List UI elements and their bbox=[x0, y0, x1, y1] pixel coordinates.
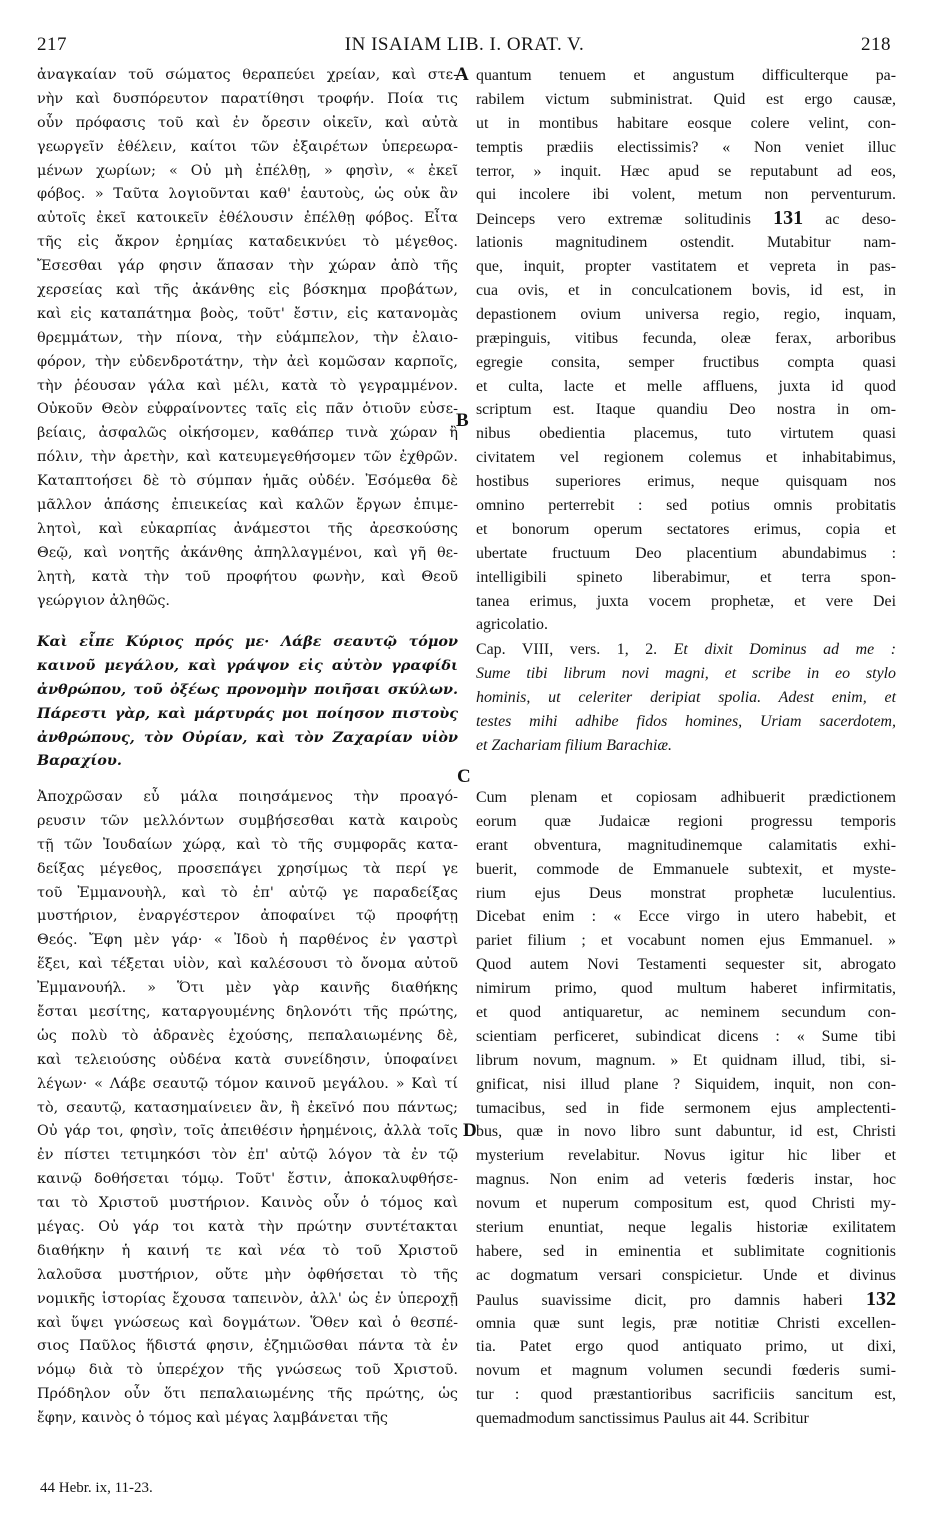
text-line: ἔσται μεσίτης, καταργουμένης δηλονότι τῆς πρώτης, bbox=[37, 1004, 458, 1021]
text-line: depastionem ovium universa regio, regio, inquam, bbox=[476, 305, 896, 323]
text-line: sterium enuntiat, neque legalis historiæ exilitatem bbox=[476, 1219, 896, 1237]
text-line: tia. Patet ergo quod antiquato primo, ut dixi, bbox=[476, 1338, 896, 1356]
text-line: διαθήκην ἡ καινή τε καὶ νέα τὸ τοῦ Χριστοῦ bbox=[37, 1242, 458, 1259]
text-line bbox=[476, 638, 896, 662]
text-line: terror, » inquit. Hæc apud se reputabunt ad eos, bbox=[476, 162, 896, 180]
text-line: μᾶλλον ἁπάσης ἐπιεικείας καὶ καλῶν ἔργων ἐπιμε- bbox=[37, 497, 458, 514]
text-line: γεωργεῖν ἐθέλειν, καίτοι τῶν ἐξαιρέτων ὑπερεωρα- bbox=[37, 138, 458, 155]
text-line: tur : quod præstantioribus sacrificiis sancitum est, bbox=[476, 1386, 896, 1404]
text-line: bus, quæ in novo libro sunt dabuntur, id est, Christi bbox=[476, 1123, 896, 1141]
text-line: ut in montibus habitare eosque colere velint, con- bbox=[476, 114, 896, 132]
latin-column-bottom bbox=[476, 786, 896, 1431]
text-line: mysterium revelabitur. Novus igitur hic liber et bbox=[476, 1147, 896, 1165]
latin-paragraph-1 bbox=[476, 64, 896, 637]
text-line: scriptum est. Itaque quandiu Deo nostra in om- bbox=[476, 401, 896, 419]
latin-lemma bbox=[476, 638, 896, 757]
text-line: nimirum primo, quod multum haberet infirmitatis, bbox=[476, 980, 896, 998]
text-line: Sume tibi librum novi magni, et scribe in eo stylo bbox=[476, 664, 896, 682]
text-line: φόρον, τὴν εὐδενδροτάτην, τὴν ἀεὶ κομῶσαν καρποῖς, bbox=[37, 353, 458, 370]
text-line: habere, sed in eminentia et sublimitate cognitionis bbox=[476, 1242, 896, 1260]
text-line: ρευσιν τῶν μελλόντων συμβήσεσθαι κατὰ καιροὺς bbox=[37, 812, 458, 829]
text-line: σιος Παῦλος ἥδιστά φησιν, ἐζημιῶσθαι πάντα τὰ ἐν bbox=[37, 1338, 458, 1355]
text-line: pariet filium ; et vocabunt nomen ejus Emmanuel. » bbox=[476, 932, 896, 950]
text-line: ubertate fructuum Deo placentium abundabimus : bbox=[476, 544, 896, 562]
column-number: 131 bbox=[773, 207, 804, 230]
text-line: Ἐμμανουήλ. » Ὅτι μὲν γὰρ καινῆς διαθήκης bbox=[37, 980, 458, 997]
text-line: civitatem vel regionem colemus et inhabitabimus, bbox=[476, 449, 896, 467]
text-line: χερσείας καὶ τῆς ἀκάνθης εἰς βόσκημα προβάτων, bbox=[37, 282, 458, 299]
text-line: omnino perterrebit : sed potius omnis probitatis bbox=[476, 497, 896, 515]
text-line: θρεμμάτων, τὴν πίονα, τὴν εὐάμπελον, τὴν ἐλαιο- bbox=[37, 329, 458, 346]
text-line: λέγων· « Λάβε σεαυτῷ τόμον καινοῦ μεγάλου. » Καὶ τί bbox=[37, 1075, 458, 1092]
greek-column-top bbox=[37, 64, 458, 613]
text-line: Βαραχίου. bbox=[37, 752, 122, 770]
latin-column-top bbox=[476, 64, 896, 637]
text-line: ἔφην, καινὸς ὁ τόμος καὶ μέγας λαμβάνεται τῆς bbox=[37, 1410, 388, 1427]
text-line: τοῦ Ἐμμανουὴλ, καὶ τὸ ἐπ' αὐτῷ γε παραδείξας bbox=[37, 884, 458, 901]
text-line: βείαις, ἀσφαλῶς οἰκήσομεν, καθάπερ τινὰ χώραν ἢ bbox=[37, 425, 458, 442]
text-line: Θεός. Ἔφη μὲν γάρ· « Ἰδοὺ ἡ παρθένος ἐν γαστρὶ bbox=[37, 932, 458, 949]
text-line: lationis magnitudinem ostendit. Mutabitur nam- bbox=[476, 234, 896, 252]
greek-paragraph-2 bbox=[37, 786, 458, 1431]
text-line: μένων χωρίων; « Οὐ μὴ ἐπέλθῃ, » φησὶν, « ἐκεῖ bbox=[37, 162, 458, 179]
text-line: præpinguis, vitibus fecunda, oleæ ferax, arboribus bbox=[476, 329, 896, 347]
text-line: Οὐ γάρ τοι, φησὶν, τοῖς ἀπειθέσιν ἠρημένοις, ἀλλὰ τοῖς bbox=[37, 1123, 458, 1140]
text-line: ἀναγκαίαν τοῦ σώματος θεραπεύει χρείαν, καὶ στε- bbox=[37, 67, 458, 83]
text-line: rabilem victum subministrat. Quid est ergo causæ, bbox=[476, 90, 896, 108]
text-line: et quod antiquaretur, ac neminem secundum con- bbox=[476, 1004, 896, 1022]
text-line: et culta, lacte et melle affluens, juxta id quod bbox=[476, 377, 896, 395]
text-line: ται τὸ Χριστοῦ μυστήριον. Καινὸς οὖν ὁ τόμος καὶ bbox=[37, 1195, 458, 1212]
text-line: nibus obedientia placemus, tuto virtutem quasi bbox=[476, 425, 896, 443]
text-line: scientiam perficeret, subindicat dicens : « Sume tibi bbox=[476, 1027, 896, 1045]
text-line: Dicebat enim : « Ecce virgo in utero habebit, et bbox=[476, 908, 896, 926]
text-line: ἀνθρώπους, τὸν Οὐρίαν, καὶ τὸν Ζαχαρίαν υἱὸν bbox=[37, 728, 458, 746]
text-line: Οὐκοῦν Θεὸν εὐφραίνοντες ταῖς εἰς πᾶν ὁτιοῦν εὐσε- bbox=[37, 401, 458, 418]
text-line: Πάρεστι γὰρ, καὶ μάρτυράς μοι ποίησον πιστοὺς bbox=[37, 704, 458, 722]
text-line: tanea erimus, juxta vocem prophetæ, et vere Dei bbox=[476, 592, 896, 610]
text-line: Cum plenam et copiosam adhibuerit prædictionem bbox=[476, 789, 896, 806]
text-line: erant obventura, magnitudinemque calamitatis exhi- bbox=[476, 836, 896, 854]
margin-mark-a: A bbox=[455, 64, 469, 85]
text-line: νόμῳ διὰ τὸ ὑπερέχον τῆς γνώσεως τοῦ Χριστοῦ. bbox=[37, 1362, 458, 1379]
text-line: ἐν πίστει τετιμηκόσι τὸν ἐπ' αὐτῷ λόγον τὰ ἐν τῷ bbox=[37, 1147, 458, 1164]
text-line: ac dogmatum versari conspicietur. Unde et divinus bbox=[476, 1266, 896, 1284]
text-line: gnificat, nisi illud plane ? Siquidem, inquit, non con- bbox=[476, 1075, 896, 1093]
latin-paragraph-2 bbox=[476, 786, 896, 1431]
text-line: Θεῷ, καὶ νοητῆς ἀκάνθης ἀπηλλαγμένοι, καὶ γῆ θε- bbox=[37, 544, 458, 561]
text-line: que, inquit, propter vastitatem et vepreta in pas- bbox=[476, 258, 896, 276]
text-line: μέγας. Οὐ γάρ τοι κατὰ τὴν πρώτην συντέτακται bbox=[37, 1219, 458, 1236]
margin-mark-c: C bbox=[457, 766, 471, 787]
text-line: ἕξει, καὶ τέξεται υἱὸν, καὶ καλέσουσι τὸ ὄνομα αὐτοῦ bbox=[37, 956, 458, 973]
text-line: cua ovis, et in conculcationem bovis, id est, in bbox=[476, 282, 896, 300]
text-line: omnia quæ sunt legis, præ notitiæ Christi excellen- bbox=[476, 1314, 896, 1332]
page-number-left: 217 bbox=[37, 34, 67, 55]
text-line: Quod autem Novi Testamenti sequester sit, abrogato bbox=[476, 956, 896, 974]
running-title: IN ISAIAM LIB. I. ORAT. V. bbox=[344, 34, 585, 55]
text-line: καινοῦ μεγάλου, καὶ γράψον εἰς αὐτὸν γραφίδι bbox=[37, 656, 458, 674]
text-line: Καταπτοήσει δὲ τὸ σύμπαν ἡμᾶς οὐδέν. Ἐσόμεθα δὲ bbox=[37, 473, 458, 490]
text-line: temptis prædiis electissimis? « Non veniet illuc bbox=[476, 138, 896, 156]
text-line: αὐτοῖς ἐκεῖ κατοικεῖν ἐθέλουσιν ἐπέλθῃ φόβος. Εἶτα bbox=[37, 210, 458, 227]
text-line: novum et nuperum compositum est, quod Christi my- bbox=[476, 1195, 896, 1213]
text-line: τῆς εἰς ἄκρον ἐρημίας καταδεικνύει τὸ μέγεθος. bbox=[37, 234, 458, 251]
text-line bbox=[476, 1288, 896, 1312]
line-segment: Paulus suavissime dicit, pro damnis haberi bbox=[476, 1291, 866, 1309]
greek-lemma bbox=[37, 630, 458, 773]
text-line: πόλιν, τὴν ἀρετὴν, καὶ κατευμεγεθήσομεν τῶν ἐχθρῶν. bbox=[37, 449, 458, 466]
text-line: Πρόδηλον οὖν ὅτι πεπαλαιωμένης τῆς πρώτης, ὡς bbox=[37, 1386, 458, 1403]
text-line: et bonorum operum sectatores erimus, copia et bbox=[476, 520, 896, 538]
text-line: Ἀποχρῶσαν εὖ μάλα ποιησάμενος τὴν προαγό- bbox=[37, 789, 458, 805]
text-line: buerit, commode de Emmanuele subtexit, et myste- bbox=[476, 860, 896, 878]
text-line: λητὴ, κατὰ τὴν τοῦ προφήτου φωνὴν, καὶ Θεοῦ bbox=[37, 568, 458, 585]
text-line: Καὶ εἶπε Κύριος πρός με· Λάβε σεαυτῷ τόμον bbox=[37, 633, 458, 650]
text-line: καὶ εἰς καταπάτημα βοὸς, τοῦτ' ἔστιν, εἰς κατανομὰς bbox=[37, 305, 458, 322]
text-line bbox=[476, 207, 896, 231]
text-line: eorum quæ Judaicæ regioni progressu temporis bbox=[476, 812, 896, 830]
text-line: tumacibus, sed in fide sermonem ejus amplectenti- bbox=[476, 1099, 896, 1117]
text-line: quantum tenuem et angustum difficulterque pa- bbox=[476, 67, 896, 84]
text-line: λαλοῦσα μυστήριον, οὔτε μὴν ὀφθήσεται τὸ τῆς bbox=[37, 1266, 458, 1283]
text-line: et Zachariam filium Barachiæ. bbox=[476, 736, 672, 754]
line-segment: Deinceps vero extremæ solitudinis bbox=[476, 211, 774, 229]
column-number: 132 bbox=[866, 1287, 896, 1310]
text-line: καινῷ δοθήσεται τόμῳ. Τοῦτ' ἔστιν, ἀποκαλυφθήσε- bbox=[37, 1171, 458, 1188]
greek-column-bottom bbox=[37, 786, 458, 1431]
line-segment: ac deso- bbox=[803, 211, 896, 229]
greek-lemma-lines bbox=[37, 630, 458, 773]
text-line: quemadmodum sanctissimus Paulus ait 44. Scribitur bbox=[476, 1410, 809, 1428]
margin-mark-b: B bbox=[456, 410, 469, 431]
text-line: novum et magnum volumen secundi fœderis sumi- bbox=[476, 1362, 896, 1380]
text-line: καὶ ὕψει γνώσεως καὶ δογμάτων. Ὅθεν καὶ ὁ θεσπέ- bbox=[37, 1314, 458, 1331]
text-line: λητοὶ, καὶ εὐκαρπίας ἀνάμεστοι τῆς ἀρεσκούσης bbox=[37, 520, 458, 537]
text-line: νὴν καὶ δυσπόρευτον παρατίθησι τροφήν. Ποία τις bbox=[37, 90, 458, 107]
text-line: magnus. Non enim ad veteris fœderis instar, hoc bbox=[476, 1171, 896, 1189]
text-line: φόβος. » Ταῦτα λογιοῦνται καθ' ἑαυτοὺς, ὡς οὐκ ἂν bbox=[37, 186, 458, 203]
text-line: testes mihi adhibe fidos homines, Uriam sacerdotem, bbox=[476, 712, 896, 730]
text-line: rium ejus Deus monstrat prophetæ luculentius. bbox=[476, 884, 896, 902]
greek-paragraph-1 bbox=[37, 64, 458, 613]
page-number-right: 218 bbox=[861, 34, 891, 55]
text-line: γεώργιον ἀληθῶς. bbox=[37, 592, 170, 609]
text-line: τῇ τῶν Ἰουδαίων χώρᾳ, καὶ τὸ τῆς συμφορᾶς κατα- bbox=[37, 836, 458, 853]
text-line: τὴν ῥέουσαν γάλα καὶ μέλι, κατὰ τὸ γεγραμμένον. bbox=[37, 377, 458, 394]
text-line: τὸ, σεαυτῷ, κατασημαίνειεν ἂν, ἢ ἐκεῖνό που πάντως; bbox=[37, 1099, 458, 1116]
text-line: qui incolere ibi volent, metum non perventurum. bbox=[476, 186, 896, 204]
text-line: ὡς πολὺ τὸ ἀδρανὲς ἐχούσης, πεπαλαιωμένης δὲ, bbox=[37, 1027, 458, 1044]
text-line: hostibus superiores erimus, neque quisquam nos bbox=[476, 473, 896, 491]
text-line: Ἔσεσθαι γάρ φησιν ἅπασαν τὴν χώραν ἀπὸ τῆς bbox=[37, 258, 458, 275]
text-line: agricolatio. bbox=[476, 616, 548, 634]
text-line: μυστήριον, ἐναργέστερον ἀποφαίνει τῷ προφήτῃ bbox=[37, 908, 458, 925]
text-line: intelligibili spineto liberabimur, et terra spon- bbox=[476, 568, 896, 586]
line-segment: Et dixit Dominus ad me : bbox=[673, 641, 896, 658]
text-line: egregie consita, semper fructibus compta quasi bbox=[476, 353, 896, 371]
footnote: 44 Hebr. ix, 11-23. bbox=[40, 1480, 153, 1496]
chapter-verse-ref: Cap. VIII, vers. 1, 2. bbox=[476, 641, 674, 658]
text-line: δείξας μέγεθος, προσεπάγει χρησίμως τὰ περί γε bbox=[37, 860, 458, 877]
text-line: librum novum, magnum. » Et quidnam illud, tibi, si- bbox=[476, 1051, 896, 1069]
text-line: καὶ τελειούσης οὐδένα κατὰ συνείδησιν, ὑποφαίνει bbox=[37, 1051, 458, 1068]
text-line: ἀνθρώπου, τοῦ ὀξέως προνομὴν ποιῆσαι σκύλων. bbox=[37, 680, 458, 698]
text-line: hominis, ut celeriter deripiat spolia. Adest enim, et bbox=[476, 688, 896, 706]
text-line: οὖν πρόφασις τοῦ καὶ ἐν ὄρεσιν οἰκεῖν, καὶ αὐτὰ bbox=[37, 114, 458, 131]
text-line: νομικῆς ἱστορίας ἔχουσα ταπεινὸν, ἀλλ' ὡς ἐν ὑπεροχῇ bbox=[37, 1290, 458, 1307]
latin-lemma-lines bbox=[476, 638, 896, 757]
margin-mark-d: D bbox=[463, 1120, 477, 1141]
